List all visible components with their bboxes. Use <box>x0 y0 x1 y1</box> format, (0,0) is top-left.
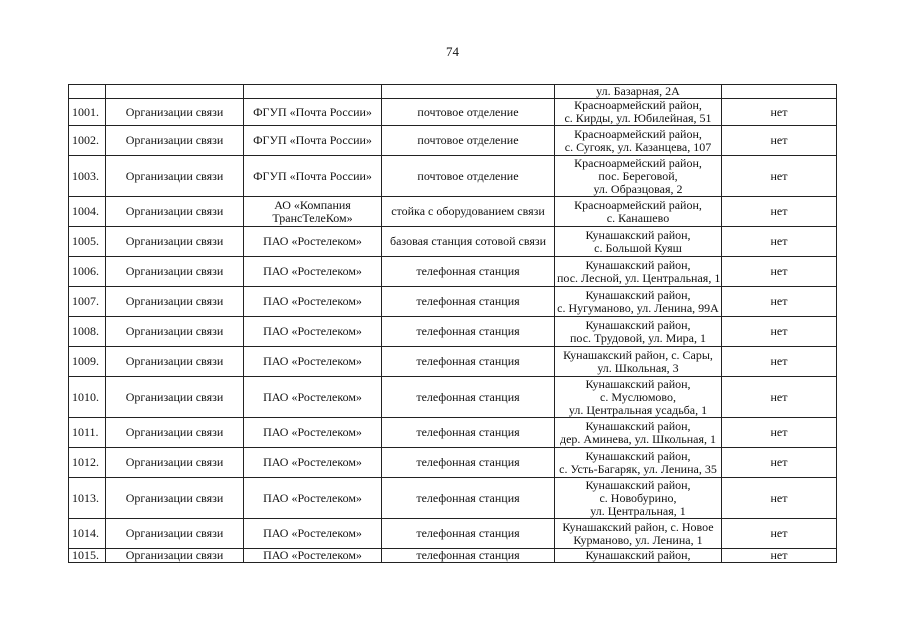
address-line: Красноармейский район, <box>574 126 702 141</box>
facility-type-cell: телефонная станция <box>382 549 555 563</box>
organization-cell: ПАО «Ростелеком» <box>244 519 382 549</box>
address-cell <box>555 227 722 257</box>
flag-cell: нет <box>722 478 837 519</box>
flag-cell: нет <box>722 317 837 347</box>
address-line: Кунашакский район, <box>585 227 691 242</box>
table-row <box>69 227 837 257</box>
organization-cell: ПАО «Ростелеком» <box>244 549 382 563</box>
category-cell: Организации связи <box>106 347 244 377</box>
facility-registry-table <box>68 84 837 563</box>
organization-cell: ПАО «Ростелеком» <box>244 317 382 347</box>
facility-type-cell: телефонная станция <box>382 448 555 478</box>
table-row <box>69 197 837 227</box>
carryover-address-cell: ул. Базарная, 2А <box>555 85 722 99</box>
row-number-cell: 1011. <box>69 418 106 448</box>
carryover-flag-cell <box>722 85 837 99</box>
address-line: пос. Трудовой, ул. Мира, 1 <box>570 330 706 345</box>
organization-cell: ПАО «Ростелеком» <box>244 377 382 418</box>
address-cell <box>555 317 722 347</box>
address-line: Красноармейский район, <box>574 155 702 170</box>
flag-cell: нет <box>722 126 837 156</box>
address-cell <box>555 549 722 563</box>
category-cell: Организации связи <box>106 287 244 317</box>
organization-cell: ПАО «Ростелеком» <box>244 448 382 478</box>
page-number: 74 <box>446 44 459 59</box>
address-cell <box>555 347 722 377</box>
flag-cell: нет <box>722 448 837 478</box>
flag-cell: нет <box>722 257 837 287</box>
facility-type-cell: почтовое отделение <box>382 99 555 126</box>
row-number-cell: 1006. <box>69 257 106 287</box>
address-line: Кунашакский район, <box>585 477 691 492</box>
category-cell: Организации связи <box>106 257 244 287</box>
facility-type-cell: телефонная станция <box>382 347 555 377</box>
row-number-cell: 1012. <box>69 448 106 478</box>
address-line: Красноармейский район, <box>574 197 702 212</box>
address-line: Кунашакский район, <box>585 317 691 332</box>
address-cell <box>555 197 722 227</box>
flag-cell: нет <box>722 347 837 377</box>
category-cell: Организации связи <box>106 377 244 418</box>
table-row <box>69 347 837 377</box>
address-cell <box>555 257 722 287</box>
carryover-row <box>69 85 837 99</box>
flag-cell: нет <box>722 197 837 227</box>
category-cell: Организации связи <box>106 549 244 563</box>
address-line: ул. Центральная, 1 <box>590 503 686 518</box>
category-cell: Организации связи <box>106 418 244 448</box>
address-line: с. Усть-Багаряк, ул. Ленина, 35 <box>559 461 717 476</box>
table-row <box>69 478 837 519</box>
category-cell: Организации связи <box>106 317 244 347</box>
organization-cell: ПАО «Ростелеком» <box>244 418 382 448</box>
address-line: Кунашакский район, <box>585 418 691 433</box>
organization-cell: ПАО «Ростелеком» <box>244 478 382 519</box>
table-row <box>69 99 837 126</box>
carryover-org-cell <box>244 85 382 99</box>
address-cell <box>555 519 722 549</box>
category-cell: Организации связи <box>106 478 244 519</box>
category-cell: Организации связи <box>106 99 244 126</box>
table-row <box>69 317 837 347</box>
address-line: Кунашакский район, <box>585 448 691 463</box>
table-row <box>69 377 837 418</box>
flag-cell: нет <box>722 156 837 197</box>
address-line: дер. Аминева, ул. Школьная, 1 <box>559 431 717 446</box>
category-cell: Организации связи <box>106 197 244 227</box>
row-number-cell: 1002. <box>69 126 106 156</box>
address-cell <box>555 156 722 197</box>
row-number-cell: 1015. <box>69 549 106 563</box>
row-number-cell: 1009. <box>69 347 106 377</box>
table-row <box>69 126 837 156</box>
address-line: с. Канашево <box>606 210 670 225</box>
table-row <box>69 257 837 287</box>
address-cell <box>555 448 722 478</box>
address-line: с. Муслюмово, <box>600 389 676 404</box>
row-number-cell: 1005. <box>69 227 106 257</box>
organization-cell: ПАО «Ростелеком» <box>244 227 382 257</box>
facility-type-cell: телефонная станция <box>382 478 555 519</box>
carryover-type-cell <box>382 85 555 99</box>
address-cell <box>555 418 722 448</box>
carryover-num-cell <box>69 85 106 99</box>
organization-cell: АО «Компания ТрансТелеКом» <box>244 197 382 227</box>
category-cell: Организации связи <box>106 227 244 257</box>
table-row <box>69 418 837 448</box>
address-line: с. Кирды, ул. Юбилейная, 51 <box>564 111 712 125</box>
address-cell <box>555 287 722 317</box>
address-line: Кунашакский район, <box>585 376 691 391</box>
address-cell <box>555 126 722 156</box>
facility-type-cell: базовая станция сотовой связи <box>382 227 555 257</box>
organization-cell: ФГУП «Почта России» <box>244 126 382 156</box>
address-line: Красноармейский район, <box>574 98 702 112</box>
organization-cell: ПАО «Ростелеком» <box>244 347 382 377</box>
address-cell <box>555 478 722 519</box>
address-cell <box>555 99 722 126</box>
flag-cell: нет <box>722 287 837 317</box>
organization-cell: ФГУП «Почта России» <box>244 156 382 197</box>
row-number-cell: 1008. <box>69 317 106 347</box>
address-line: Курманово, ул. Ленина, 1 <box>573 532 703 547</box>
table-row <box>69 549 837 563</box>
address-line: с. Новобурино, <box>599 490 677 505</box>
table-row <box>69 519 837 549</box>
facility-type-cell: почтовое отделение <box>382 126 555 156</box>
address-line: пос. Береговой, <box>598 168 678 183</box>
flag-cell: нет <box>722 377 837 418</box>
facility-type-cell: стойка с оборудованием связи <box>382 197 555 227</box>
row-number-cell: 1010. <box>69 377 106 418</box>
facility-type-cell: почтовое отделение <box>382 156 555 197</box>
table-row <box>69 448 837 478</box>
category-cell: Организации связи <box>106 156 244 197</box>
flag-cell: нет <box>722 99 837 126</box>
address-line: ул. Школьная, 3 <box>597 360 679 375</box>
facility-type-cell: телефонная станция <box>382 257 555 287</box>
row-number-cell: 1014. <box>69 519 106 549</box>
address-line: с. Большой Куяш <box>594 240 682 255</box>
address-line: Кунашакский район, с. Новое <box>562 519 714 534</box>
facility-type-cell: телефонная станция <box>382 519 555 549</box>
address-line: Кунашакский район, <box>585 548 691 562</box>
carryover-category-cell <box>106 85 244 99</box>
flag-cell: нет <box>722 418 837 448</box>
flag-cell: нет <box>722 227 837 257</box>
row-number-cell: 1004. <box>69 197 106 227</box>
address-cell <box>555 377 722 418</box>
category-cell: Организации связи <box>106 126 244 156</box>
facility-type-cell: телефонная станция <box>382 418 555 448</box>
row-number-cell: 1001. <box>69 99 106 126</box>
table-row <box>69 287 837 317</box>
organization-cell: ПАО «Ростелеком» <box>244 257 382 287</box>
flag-cell: нет <box>722 549 837 563</box>
row-number-cell: 1003. <box>69 156 106 197</box>
organization-cell: ФГУП «Почта России» <box>244 99 382 126</box>
flag-cell: нет <box>722 519 837 549</box>
address-line: Кунашакский район, с. Сары, <box>563 347 713 362</box>
facility-type-cell: телефонная станция <box>382 317 555 347</box>
table-row <box>69 156 837 197</box>
row-number-cell: 1013. <box>69 478 106 519</box>
address-line: Кунашакский район, <box>585 287 691 302</box>
address-line: ул. Образцовая, 2 <box>593 181 683 196</box>
address-line: с. Нугуманово, ул. Ленина, 99А <box>557 300 719 315</box>
facility-type-cell: телефонная станция <box>382 377 555 418</box>
address-line: ул. Центральная усадьба, 1 <box>568 402 708 417</box>
row-number-cell: 1007. <box>69 287 106 317</box>
category-cell: Организации связи <box>106 519 244 549</box>
facility-type-cell: телефонная станция <box>382 287 555 317</box>
category-cell: Организации связи <box>106 448 244 478</box>
address-line: Кунашакский район, <box>585 257 691 272</box>
address-line: пос. Лесной, ул. Центральная, 1 <box>557 270 721 285</box>
address-line: с. Сугояк, ул. Казанцева, 107 <box>564 139 712 154</box>
organization-cell: ПАО «Ростелеком» <box>244 287 382 317</box>
